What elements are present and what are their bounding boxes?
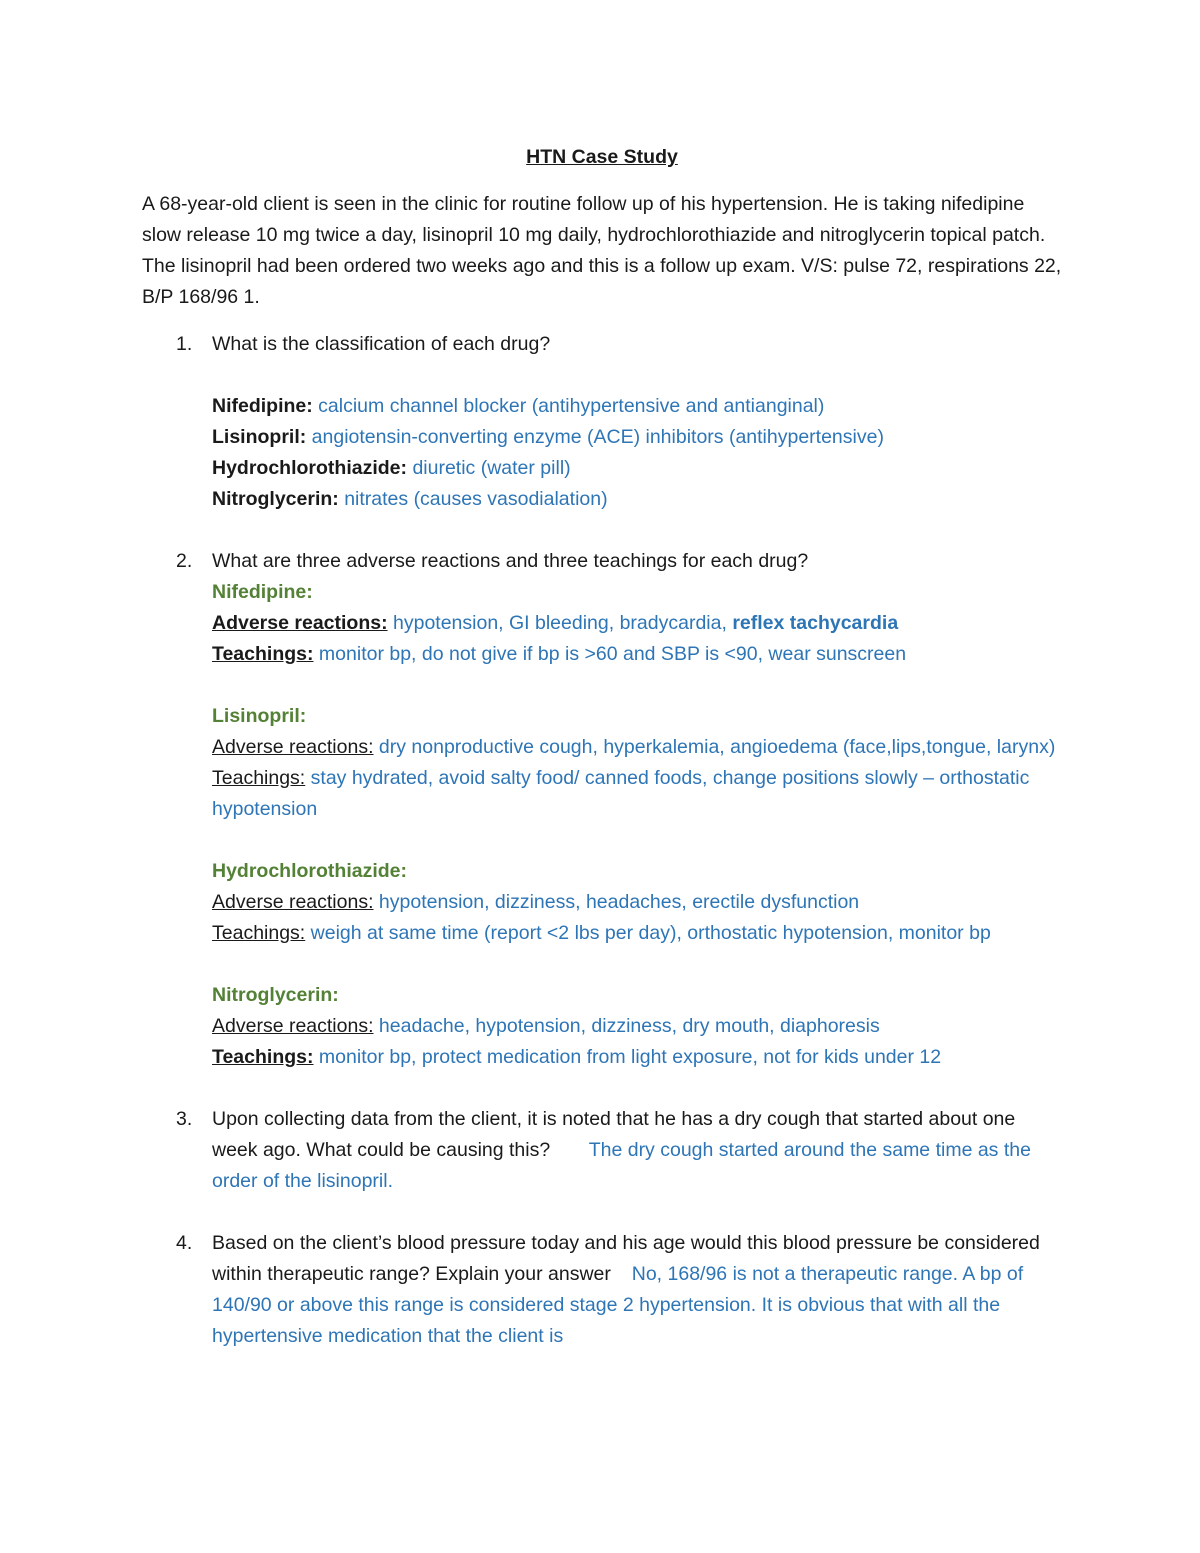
adverse-label: Adverse reactions: xyxy=(212,736,374,758)
teachings-text: monitor bp, protect medication from light exposure, not for kids under 12 xyxy=(318,1046,942,1068)
question-2 xyxy=(142,546,1062,1073)
teachings-label: Teachings: xyxy=(212,922,306,944)
adverse-label: Adverse reactions: xyxy=(212,612,388,634)
question-1 xyxy=(142,329,1062,515)
drug-heading: Nifedipine: xyxy=(212,581,313,603)
adverse-reactions xyxy=(212,1011,1062,1042)
adverse-text: dry nonproductive cough, hyperkalemia, angioedema (face,lips,tongue, larynx) xyxy=(378,736,1056,758)
teachings-text: weigh at same time (report <2 lbs per day), orthostatic hypotension, monitor bp xyxy=(310,922,991,944)
adverse-reactions xyxy=(212,608,1062,639)
teachings-label: Teachings: xyxy=(212,643,314,665)
question-text: What is the classification of each drug? xyxy=(212,333,551,355)
classification-item xyxy=(212,422,1062,453)
teachings xyxy=(212,918,1062,949)
teachings xyxy=(212,1042,1062,1073)
teachings-label: Teachings: xyxy=(212,1046,314,1068)
answer-text: No, 168/96 is not a therapeutic range. A bp of 140/90 or above this range is considered stage 2 hypertension. It is obvious that with all the hypertensive medication that the client is xyxy=(212,1263,1024,1347)
teachings-text: stay hydrated, avoid salty food/ canned foods, change positions slowly – orthostatic hypotension xyxy=(212,767,1030,820)
drug-name: Hydrochlorothiazide: xyxy=(212,457,408,479)
intro-paragraph: A 68-year-old client is seen in the clinic for routine follow up of his hypertension. He is taking nifedipine slow release 10 mg twice a day, lisinopril 10 mg daily, hydrochlorothiazide and nitroglycerin topical patch. The lisinopril had been ordered two weeks ago and this is a follow up exam. V/S: pulse 72, respirations 22, B/P 168/96 1. xyxy=(142,193,1062,308)
teachings-text: monitor bp, do not give if bp is >60 and SBP is <90, wear sunscreen xyxy=(318,643,907,665)
question-text: Based on the client’s blood pressure today and his age would this blood pressure be considered within therapeutic range? Explain your answer xyxy=(212,1232,1040,1285)
adverse-reactions xyxy=(212,887,1062,918)
adverse-reactions xyxy=(212,732,1062,763)
adverse-label: Adverse reactions: xyxy=(212,1015,374,1037)
teachings xyxy=(212,763,1062,825)
adverse-bold-text: reflex tachycardia xyxy=(732,612,899,634)
question-number: 4. xyxy=(176,1232,193,1254)
drug-name: Nifedipine: xyxy=(212,395,313,417)
answer-text: The dry cough started around the same time as the order of the lisinopril. xyxy=(212,1139,1031,1192)
document-body xyxy=(142,142,1062,1352)
answer-text: nitrates (causes vasodialation) xyxy=(344,488,608,510)
drug-heading: Hydrochlorothiazide: xyxy=(212,860,408,882)
question-text: Upon collecting data from the client, it is noted that he has a dry cough that started about one week ago. What could be causing this? xyxy=(212,1108,1016,1161)
document-title: HTN Case Study xyxy=(526,146,678,168)
teachings-label: Teachings: xyxy=(212,767,306,789)
adverse-text: hypotension, dizziness, headaches, erectile dysfunction xyxy=(378,891,860,913)
drug-heading: Nitroglycerin: xyxy=(212,984,339,1006)
adverse-label: Adverse reactions: xyxy=(212,891,374,913)
question-4 xyxy=(142,1228,1062,1352)
answer-text: angiotensin-converting enzyme (ACE) inhibitors (antihypertensive) xyxy=(311,426,884,448)
question-3 xyxy=(142,1104,1062,1197)
drug-name: Lisinopril: xyxy=(212,426,307,448)
answer-text: diuretic (water pill) xyxy=(412,457,571,479)
question-number: 2. xyxy=(176,550,193,572)
question-number: 1. xyxy=(176,333,193,355)
classification-item xyxy=(212,453,1062,484)
question-text: What are three adverse reactions and three teachings for each drug? xyxy=(212,550,809,572)
question-number: 3. xyxy=(176,1108,193,1130)
drug-heading: Lisinopril: xyxy=(212,705,307,727)
classification-item xyxy=(212,484,1062,515)
teachings xyxy=(212,639,1062,670)
drug-name: Nitroglycerin: xyxy=(212,488,339,510)
adverse-text: hypotension, GI bleeding, bradycardia, xyxy=(393,612,727,634)
classification-item xyxy=(212,391,1062,422)
adverse-text: headache, hypotension, dizziness, dry mouth, diaphoresis xyxy=(378,1015,880,1037)
answer-text: calcium channel blocker (antihypertensive and antianginal) xyxy=(318,395,825,417)
